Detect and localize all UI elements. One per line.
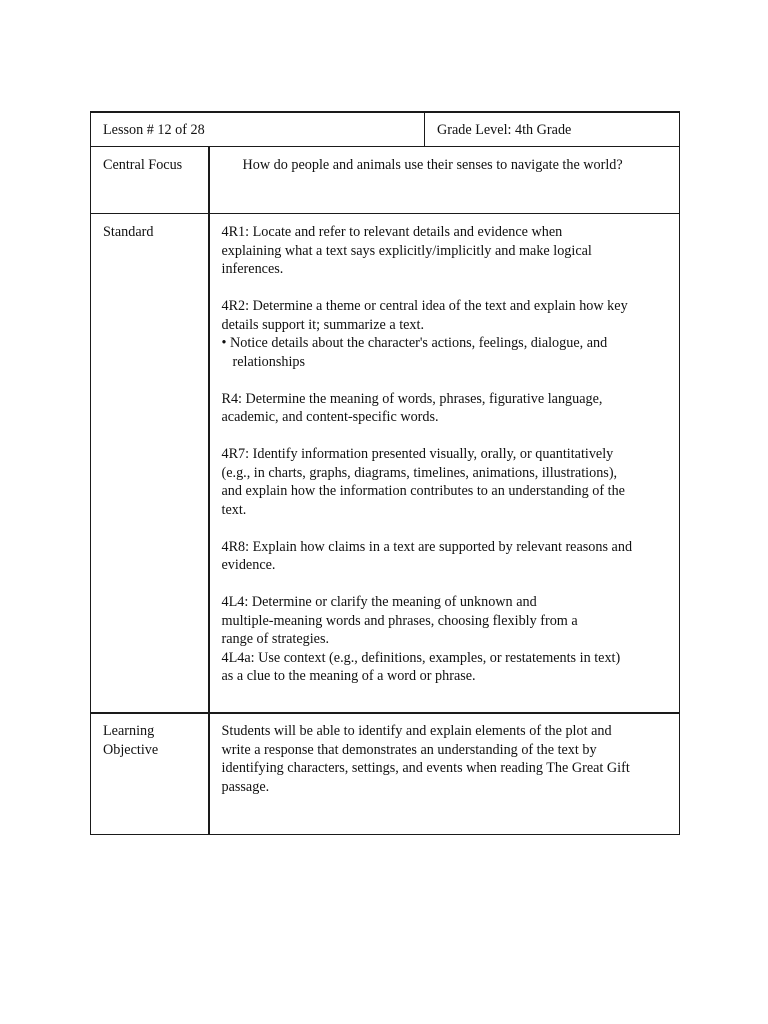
standard-row <box>91 214 680 714</box>
standard-list <box>210 214 680 686</box>
lesson-number: Lesson # 12 of 28 <box>103 122 205 138</box>
objective-line: passage. <box>221 778 270 795</box>
standard-line: (e.g., in charts, graphs, diagrams, timelines, animations, illustrations), <box>221 464 618 481</box>
learning-objective-label-cell <box>91 713 209 835</box>
standard-line: text. <box>221 501 247 518</box>
standard-line: 4L4a: Use context (e.g., definitions, examples, or restatements in text) <box>221 649 621 666</box>
standard-line: inferences. <box>221 261 284 277</box>
standard-line: 4R2: Determine a theme or central idea of the text and explain how key <box>221 298 628 314</box>
central-focus-label: Central Focus <box>103 157 183 173</box>
standard-line: 4R7: Identify information presented visually, orally, or quantitatively <box>221 446 614 462</box>
central-focus-label-cell <box>91 147 209 214</box>
standard-4l4a <box>222 649 668 686</box>
standard-line: R4: Determine the meaning of words, phrases, figurative language, <box>221 390 603 407</box>
learning-objective-label-line: Learning <box>103 723 155 739</box>
objective-line: Students will be able to identify and explain elements of the plot and <box>221 723 612 739</box>
central-focus-row <box>91 147 680 214</box>
lesson-plan-table <box>90 111 680 835</box>
standard-label: Standard <box>103 224 154 240</box>
standard-4l4 <box>222 593 668 649</box>
grade-level: Grade Level: 4th Grade <box>437 122 572 138</box>
learning-objective-text <box>210 714 680 796</box>
central-focus-content-cell <box>209 147 680 214</box>
standard-line: explaining what a text says explicitly/implicitly and make logical <box>221 242 592 259</box>
standard-line: academic, and content-specific words. <box>221 409 439 425</box>
standard-line: 4L4: Determine or clarify the meaning of unknown and <box>221 594 537 610</box>
grade-level-cell <box>425 112 680 147</box>
standard-4r1 <box>222 223 668 279</box>
standard-r4 <box>222 390 668 427</box>
standard-bullet-line: • Notice details about the character's actions, feelings, dialogue, and <box>221 335 608 351</box>
standard-line: as a clue to the meaning of a word or phrase. <box>221 668 476 684</box>
standard-bullet-line: relationships <box>232 353 306 370</box>
central-focus-text: How do people and animals use their senses to navigate the world? <box>242 157 623 173</box>
standard-line: details support it; summarize a text. <box>221 316 425 333</box>
standard-label-cell <box>91 214 209 714</box>
standard-line: 4R1: Locate and refer to relevant details and evidence when <box>221 224 563 240</box>
standard-line: evidence. <box>221 557 276 573</box>
learning-objective-row <box>91 713 680 835</box>
standard-4r2 <box>222 297 668 371</box>
standard-line: 4R8: Explain how claims in a text are supported by relevant reasons and <box>221 538 633 555</box>
standard-4r7 <box>222 445 668 519</box>
learning-objective-content-cell <box>209 713 680 835</box>
header-row <box>91 112 680 147</box>
learning-objective-label-line: Objective <box>103 741 159 758</box>
standard-line: range of strategies. <box>221 631 330 647</box>
standard-4r8 <box>222 538 668 575</box>
standard-content-cell <box>209 214 680 714</box>
objective-line: identifying characters, settings, and events when reading The Great Gift <box>221 760 630 776</box>
standard-line: multiple-meaning words and phrases, choosing flexibly from a <box>221 612 578 629</box>
standard-line: and explain how the information contributes to an understanding of the <box>221 483 625 499</box>
lesson-number-cell <box>91 112 425 147</box>
objective-line: write a response that demonstrates an understanding of the text by <box>221 741 597 758</box>
learning-objective-label <box>91 714 208 759</box>
